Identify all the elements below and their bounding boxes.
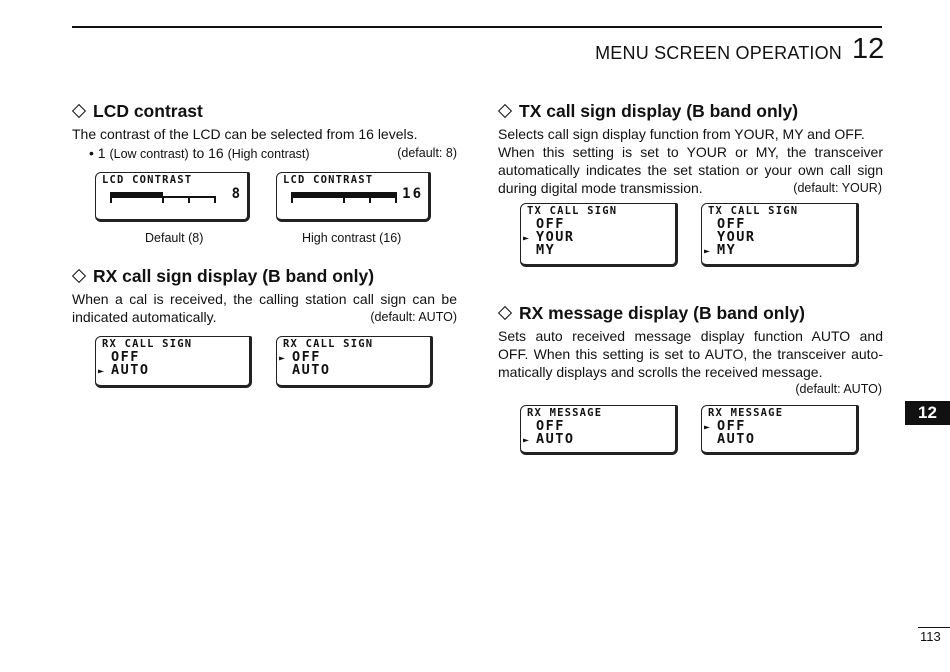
contrast-bar-fill <box>110 192 163 198</box>
selection-marker-icon: ► <box>704 246 712 257</box>
lcd-line-3: ► MY <box>704 242 737 258</box>
lcd-screen-title: RX CALL SIGN <box>102 338 193 350</box>
rx-message-body-line3: matically displays and scrolls the received message. <box>498 364 823 380</box>
lcd-caption-high: High contrast (16) <box>302 231 402 245</box>
selection-marker-icon: ► <box>523 233 531 244</box>
diamond-bullet-icon <box>72 104 86 118</box>
lcd-screen-default <box>95 172 250 222</box>
lcd-contrast-heading: LCD contrast <box>70 101 203 122</box>
header-rule <box>72 26 882 28</box>
lcd-screen-title: TX CALL SIGN <box>708 205 799 217</box>
rx-call-sign-body-line1: When a cal is received, the calling station call sign can be <box>72 291 457 307</box>
lcd-line-2: ► AUTO <box>98 362 150 378</box>
contrast-level-bar <box>291 192 397 206</box>
selection-marker-icon: ► <box>98 366 106 377</box>
rx-message-screen-off <box>701 405 859 455</box>
contrast-value: 8 <box>231 186 242 202</box>
lcd-line-1: OFF <box>111 349 140 365</box>
tx-call-sign-screen-my <box>701 203 859 267</box>
chapter-number: 12 <box>852 33 885 65</box>
chapter-side-tab: 12 <box>905 401 950 425</box>
contrast-value: 16 <box>402 186 423 202</box>
lcd-line-1: ► OFF <box>704 418 746 434</box>
tx-call-sign-body-line3: automatically indicates the set station or your own call sign <box>498 162 883 178</box>
rx-message-screen-auto <box>520 405 678 455</box>
rx-message-body-line1: Sets auto received message display function AUTO and <box>498 328 883 344</box>
rx-message-body-line2: OFF. When this setting is set to AUTO, the transceiver auto- <box>498 346 883 362</box>
tx-call-sign-body-line2: When this setting is set to YOUR or MY, the transceiver <box>498 144 883 160</box>
lcd-line-2: AUTO <box>292 362 331 378</box>
lcd-contrast-range: • 1 (Low contrast) to 16 (High contrast) <box>89 145 310 161</box>
diamond-bullet-icon <box>498 104 512 118</box>
lcd-screen-high <box>276 172 431 222</box>
lcd-line-3: MY <box>536 242 556 258</box>
lcd-caption-default: Default (8) <box>145 231 204 245</box>
lcd-line-1: OFF <box>717 216 746 232</box>
rx-call-sign-default: (default: AUTO) <box>370 310 457 324</box>
selection-marker-icon: ► <box>279 353 287 364</box>
rx-call-sign-screen-auto <box>95 336 252 388</box>
lcd-screen-title: RX MESSAGE <box>527 407 603 419</box>
chapter-title: MENU SCREEN OPERATION <box>595 43 842 63</box>
tx-call-sign-heading: TX call sign display (B band only) <box>496 101 798 122</box>
lcd-contrast-default: (default: 8) <box>397 146 457 160</box>
diamond-bullet-icon <box>72 269 86 283</box>
lcd-line-2: ► AUTO <box>523 431 575 447</box>
rx-call-sign-body-line2: indicated automatically. <box>72 309 217 325</box>
rx-message-heading: RX message display (B band only) <box>496 303 805 324</box>
selection-marker-icon: ► <box>704 422 712 433</box>
contrast-level-bar <box>110 192 216 206</box>
selection-marker-icon: ► <box>523 435 531 446</box>
lcd-line-2: AUTO <box>717 431 756 447</box>
diamond-bullet-icon <box>498 306 512 320</box>
lcd-line-2: YOUR <box>717 229 756 245</box>
tx-call-sign-body-line4: during digital mode transmission. <box>498 180 703 196</box>
tx-call-sign-body-line1: Selects call sign display function from YOUR, MY and OFF. <box>498 126 865 142</box>
rx-call-sign-heading: RX call sign display (B band only) <box>70 266 374 287</box>
lcd-screen-title: LCD CONTRAST <box>102 174 193 186</box>
lcd-line-2: ► YOUR <box>523 229 575 245</box>
tx-call-sign-screen-your <box>520 203 678 267</box>
lcd-line-1: OFF <box>536 216 565 232</box>
tx-call-sign-default: (default: YOUR) <box>793 181 882 195</box>
footer-rule <box>918 627 950 628</box>
lcd-screen-title: RX MESSAGE <box>708 407 784 419</box>
lcd-contrast-body: The contrast of the LCD can be selected from 16 levels. <box>72 126 418 142</box>
rx-call-sign-screen-off <box>276 336 433 388</box>
rx-message-default: (default: AUTO) <box>795 382 882 396</box>
page-number: 113 <box>920 629 941 644</box>
lcd-line-1: ► OFF <box>279 349 321 365</box>
lcd-line-1: OFF <box>536 418 565 434</box>
lcd-screen-title: RX CALL SIGN <box>283 338 374 350</box>
lcd-screen-title: TX CALL SIGN <box>527 205 618 217</box>
lcd-screen-title: LCD CONTRAST <box>283 174 374 186</box>
